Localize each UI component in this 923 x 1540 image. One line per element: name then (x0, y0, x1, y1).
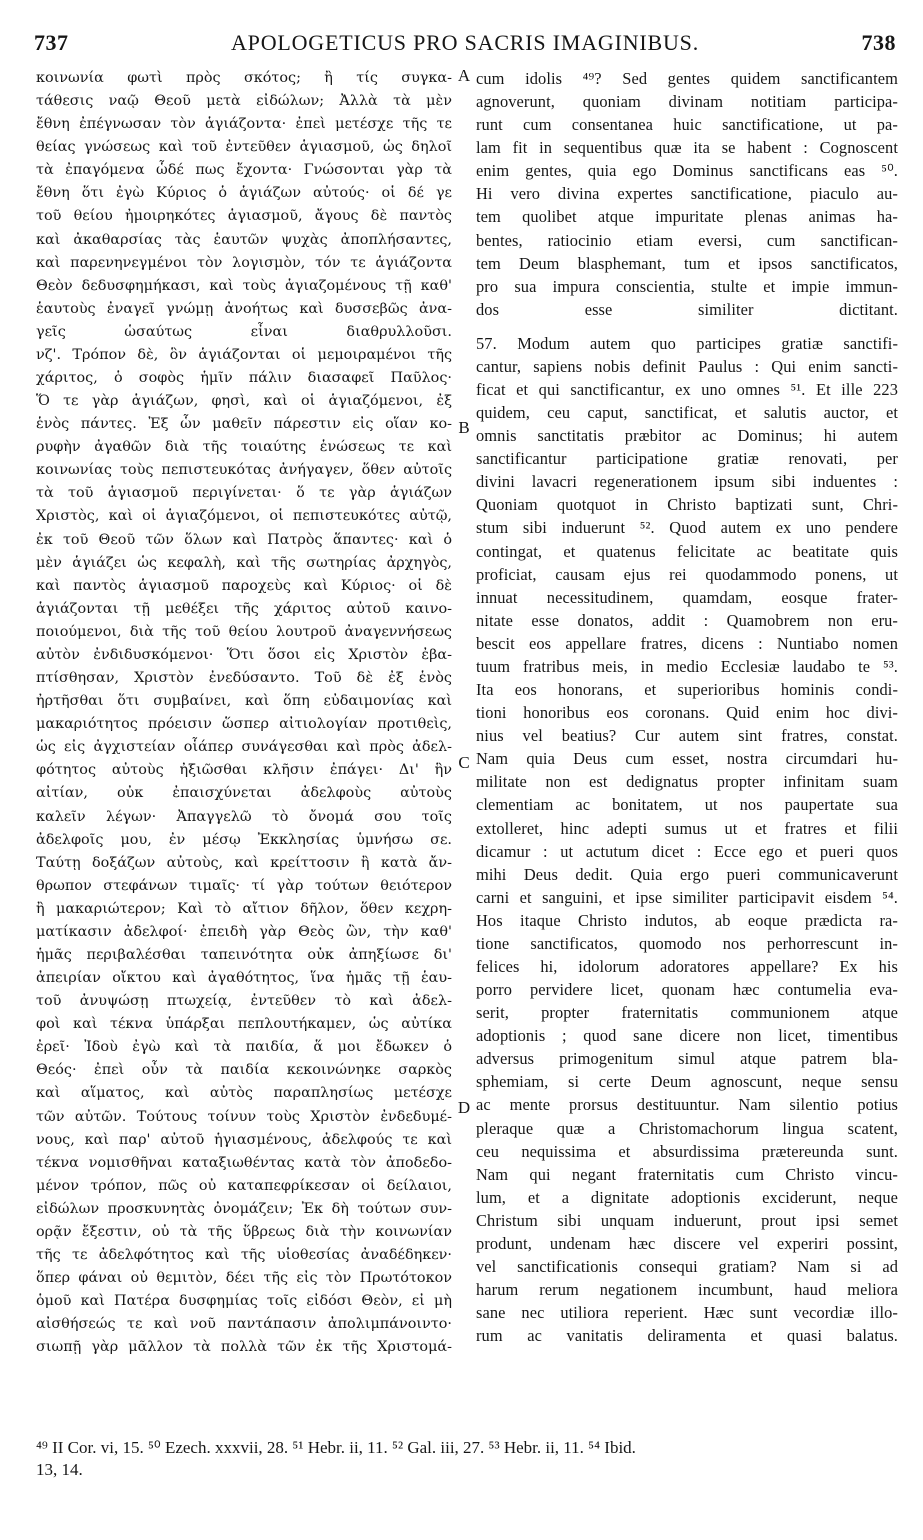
latin-text-line: bentes, ratiocinio etiam eversi, cum sanctifican- (476, 230, 898, 250)
greek-text-line: εἰδώλων προσκυνητὰς ὀνομάζειν; Ἐκ δὴ τούτων συν- (36, 1200, 452, 1217)
greek-text-line: ματίκασιν ἀδελφοί· ἐπειδὴ γὰρ Θεὸς ὢν, τὴν καθ' (36, 923, 452, 940)
greek-text-line: κοινωνία φωτὶ πρὸς σκότος; ἢ τίς συγκα- (36, 70, 452, 86)
greek-text-line: τάθεσις ναῷ Θεοῦ μετὰ εἰδώλων; Ἀλλὰ τὰ μὲν (36, 93, 452, 110)
greek-text-line: Ταύτῃ δοξάζων αὐτοὺς, καὶ κρείττοσιν ἢ κατὰ ἄν- (36, 854, 452, 871)
latin-text-line: Nam quia Deus cum esset, nostra circumdari hu- (476, 749, 898, 769)
greek-text-line: τῶν αὐτῶν. Τούτους τοίνυν τοὺς Χριστὸν ἐνδεδυμέ- (36, 1108, 452, 1125)
latin-text-line: 57. Modum autem quo participes gratiæ sanctifi- (476, 333, 898, 353)
latin-text-line: pleraque quæ a Christomachorum lingua scatent, (476, 1118, 898, 1138)
latin-text-line: Hi vero divina expertes sanctificatione, piaculo au- (476, 184, 898, 204)
latin-text-line: porro pervidere licet, quonam hæc contumelia eva- (476, 980, 898, 1000)
greek-text-line: νζ'. Τρόπον δὲ, ὃν ἁγιάζονται οἱ μεμοιραμένοι τῆς (36, 346, 452, 363)
latin-text-line: dicamur : ut actutum dicet : Ecce ego et pueri quos (476, 841, 898, 861)
margin-marker-c: C (458, 753, 470, 772)
latin-text-line: ac mente prorsus destituuntur. Nam silentio potius (476, 1095, 898, 1115)
latin-text-line: nius vel beatius? Cur autem sint fratres, constat. (476, 726, 898, 746)
latin-text-line: quidem, ceu caput, sanctificat, et salutis auctor, et (476, 403, 898, 423)
greek-text-line: καὶ παρενηνεγμένοι τὸν λογισμὸν, τόν τε ἁγιάζοντα (36, 254, 452, 271)
greek-text-line: ἢ μακαριώτερον; Καὶ τὸ αἴτιον δῆλον, ὅθεν κεχρη- (36, 900, 452, 917)
footnotes (36, 1437, 898, 1481)
latin-text-line: nitate esse donatos, addit : Quamobrem non eru- (476, 610, 898, 630)
latin-text-line: bescit eos appellare fratres, dicens : Nuntiabo nomen (476, 633, 898, 653)
greek-text-line: καὶ αἵματος, καὶ αὐτὸς παραπλησίως μετέσχε (36, 1085, 452, 1102)
greek-text-line: ὅπερ φάναι οὐ θεμιτὸν, δέει τῆς εἰς τὸν Πρωτότοκον (36, 1270, 452, 1287)
greek-text-line: Θεὸν δεδυσφημήκασι, καὶ τοὺς ἁγιαζομένους τῇ καθ' (36, 277, 452, 294)
latin-text-line: tione sanctificatos, quomodo nos perhorrescunt in- (476, 933, 898, 953)
latin-text-line: cum idolis ⁴⁹? Sed gentes quidem sanctificantem (476, 69, 898, 88)
page-header (34, 30, 896, 60)
greek-text-line: τοῦ θείου ἠμοιρηκότες ἁγιασμοῦ, ἄγους δὲ παντὸς (36, 208, 452, 225)
greek-text-line: μακαριότητος πρόεισιν ὥσπερ αἰτιολογίαν προτιθεὶς, (36, 716, 452, 733)
latin-text-line: enim gentes, quia ego Dominus sanctificans eas ⁵⁰. (476, 161, 898, 181)
greek-text-line: νους, καὶ παρ' αὐτοῦ ἡγιασμένους, ἀδελφούς τε καὶ (36, 1131, 452, 1148)
greek-text-line: ἔθνη ὅτι ἐγὼ Κύριος ὁ ἁγιάζων αὐτούς· οἱ δέ γε (36, 185, 452, 202)
latin-text-line: sane nec utiliora reperient. Hæc sunt vecordiæ illo- (476, 1303, 898, 1323)
latin-text-line: sanctificantur participatione gratiæ renovati, per (476, 449, 898, 469)
latin-text-line: extolleret, hinc adepti sumus ut et fratres et filii (476, 818, 898, 838)
latin-text-line: produnt, undenam hæc discere vel experiri possint, (476, 1233, 898, 1253)
latin-text-line: Nam qui negant fraternitatis cum Christo vincu- (476, 1164, 898, 1184)
greek-text-line: καλεῖν λέγων· Ἀπαγγελῶ τὸ ὄνομά σου τοῖς (36, 808, 452, 825)
greek-text-line: τὰ τοῦ ἁγιασμοῦ περιγίνεται· ὅ τε γὰρ ἁγιάζων (36, 485, 452, 502)
greek-text-line: ἐρεῖ· Ἰδοὺ ἐγὼ καὶ τὰ παιδία, ἅ μοι ἔδωκεν ὁ (36, 1039, 452, 1056)
greek-text-line: Χριστὸς, καὶ οἱ ἁγιαζόμενοι, οἱ πεπιστευκότες αὐτῷ, (36, 508, 452, 525)
greek-text-line: αὐτὸν ἐνδιδυσκόμενοι· Ὅτι ὅσοι εἰς Χριστὸν ἐβα- (36, 646, 452, 663)
greek-text-line: καὶ παντὸς ἁγιασμοῦ παροχεὺς καὶ Κύριος· οἱ δὲ (36, 577, 452, 594)
footnote-line: 13, 14. (36, 1460, 83, 1479)
greek-text-line: ἐκ τοῦ Θεοῦ τῶν ὅλων καὶ Πατρὸς ἅπαντες· καὶ ὁ (36, 531, 452, 548)
greek-text-line: ἀδελφοῖς μου, ἐν μέσῳ Ἐκκλησίας ὑμνήσω σε. (36, 831, 452, 848)
greek-text-line: τοῦ ἀνυψώσῃ πτωχείᾳ, ἐντεῦθεν τὸ καὶ ἀδελ- (36, 993, 452, 1010)
paragraph-gap (476, 321, 898, 332)
page-number-left: 737 (34, 30, 69, 55)
margin-marker-a: A (457, 66, 471, 85)
greek-text-line: φότητος αὐτοὺς ἠξιῶσθαι κλῆσιν ἐπάγει· Δι' ἣν (36, 762, 452, 779)
latin-text-line: adversus primogenitum simul atque patrem bla- (476, 1049, 898, 1069)
greek-text-line: αἰσθήσεώς τε καὶ νοῦ παντάπασιν ἀπολιμπάνοιντο· (36, 1316, 452, 1333)
greek-text-line: Θεός· ἐπεὶ οὖν τὰ παιδία κεκοινώνηκε σαρκὸς (36, 1062, 452, 1079)
latin-text-line: adoptionis ; quod sane dicere non licet, timentibus (476, 1026, 898, 1046)
latin-text-line: militate non est dedignatus propter infinitam suam (476, 772, 898, 792)
greek-text-line: χάριτος, ὁ σοφὸς ἡμῖν πάλιν διασαφεῖ Παῦλος· (36, 370, 452, 387)
latin-text-line: tem Deum blasphemant, tum et ipsos sanctificatos, (476, 253, 898, 273)
greek-text-line: θείας γνώσεως καὶ τοῦ ἐντεῦθεν ἁγιασμοῦ, ὡς δηλοῖ (36, 139, 452, 156)
greek-text-line: Ὅ τε γὰρ ἁγιάζων, φησὶ, καὶ οἱ ἁγιαζόμενοι, ἐξ (36, 393, 452, 410)
latin-text-line: runt cum consentanea huic sanctificatione, ut pa- (476, 115, 898, 135)
latin-text-line: lum, et a dignitate adoptionis exciderunt, neque (476, 1187, 898, 1207)
greek-text-line: ἡμᾶς περιβαλέσθαι ταπεινότητα οὐκ ἀπηξίωσε δι' (36, 946, 452, 963)
greek-text-line: κοινωνίας τοὺς πεπιστευκότας ἀνήγαγεν, ὅθεν αὐτοῖς (36, 462, 452, 479)
greek-text-line: τῆς τε ἀδελφότητος καὶ τῆς υἱοθεσίας ἀναδέδηκεν· (36, 1246, 452, 1263)
greek-text-line: τὰ ἐπαγόμενα ὧδέ πως ἔχοντα· Γνώσονται γὰρ τὰ (36, 162, 452, 179)
latin-text-line: serit, propter fraternitatis communionem atque (476, 1003, 898, 1023)
greek-text-line: ἠρτῆσθαι ὅτι συμβαίνει, καὶ ὅπη εὐδαιμονίας καὶ (36, 693, 452, 710)
greek-text-line: ἑαυτοὺς ἐναγεῖ γνώμῃ ἀνοήτως καὶ δυσσεβῶς ἀνα- (36, 300, 452, 317)
running-title: APOLOGETICUS PRO SACRIS IMAGINIBUS. (230, 30, 700, 55)
greek-text-line: μὲν ἁγιάζει ὡς κεφαλὴ, καὶ τῆς σωτηρίας ἀρχηγὸς, (36, 554, 452, 571)
greek-text-line: τέκνα νομισθῆναι καταξιωθέντας κατὰ τὸν ἀποδεδο- (36, 1154, 452, 1171)
page-number-right: 738 (861, 30, 896, 55)
greek-text-line: θρωπον στεφάνων τιμαῖς· τί γὰρ τούτων θειότερον (36, 877, 452, 894)
greek-text-line: ρυφὴν ἀγαθῶν διὰ τῆς τοιαύτης ἑνώσεως τε καὶ (36, 439, 452, 456)
latin-text-line: vel sanctificationis consequi gratiam? Nam si ad (476, 1256, 898, 1276)
latin-text-line: Quoniam quotquot in Christo baptizati sunt, Chri- (476, 495, 898, 515)
margin-marker-d: D (457, 1098, 471, 1117)
latin-text-line: innuat necessitudinem, quamdam, eosque frater- (476, 587, 898, 607)
latin-text-line: rum ac vanitatis deliramenta et quasi balatus. (476, 1326, 898, 1346)
latin-text-line: Hos itaque Christo indutos, ab eoque prædicta ra- (476, 910, 898, 930)
greek-text-line: αἰτίαν, οὐκ ἐπαισχύνεται ἀδελφοὺς αὐτοὺς (36, 785, 452, 802)
latin-text-line: stum sibi induerunt ⁵². Quod autem ex uno pendere (476, 518, 898, 538)
latin-text-line: Ita eos honorans, et superioribus hominis condi- (476, 680, 898, 700)
latin-text-line: lam fit in sequentibus quæ ita se habent : Cognoscent (476, 138, 898, 158)
greek-text-line: ὁμοῦ καὶ Πατέρα δυσφημίας τοῖς εἰδόσι Θεὸν, εἰ μὴ (36, 1293, 452, 1310)
latin-text-line: clementiam ac bonitatem, ut nos paupertate sua (476, 795, 898, 815)
greek-text-line: μένον τρόπον, πῶς οὐ καταπεφρίκεσαν οἱ δείλαιοι, (36, 1177, 452, 1194)
greek-text-line: ποιούμενοι, διὰ τῆς τοῦ θείου λουτροῦ ἀναγεννήσεως (36, 623, 452, 640)
greek-text-line: ἀπειρίαν οἴκτου καὶ ἀγαθότητος, ἵνα ἡμᾶς τῇ ἑαυ- (36, 970, 452, 987)
greek-text-line: καὶ ἀκαθαρσίας τὰς ἑαυτῶν ψυχὰς ἀποπλήσαντες, (36, 231, 452, 248)
margin-marker-b: B (458, 418, 470, 437)
latin-text-line: tem quolibet atque impuritate plenas animas ha- (476, 207, 898, 227)
latin-text-line: omnis sanctitatis præbitor ac Dominus; hi autem (476, 426, 898, 446)
latin-text-line: pro sua impura conscientia, stulte et impie immun- (476, 276, 898, 296)
latin-text-line: sphemiam, si certe Deum agnoscunt, neque sensu (476, 1072, 898, 1092)
greek-text-line: ἔθνη ἐπέγνωσαν τὸν ἁγιάζοντα· ἐπεὶ μετέσχε τῆς τε (36, 116, 452, 133)
latin-text-line: tuum fratribus meis, in medio Ecclesiæ laudabo te ⁵³. (476, 656, 898, 676)
latin-text-line: proficiat, causam ejus rei quodammodo ponens, ut (476, 564, 898, 584)
latin-text-line: agnoverunt, quoniam divinam notitiam participa- (476, 92, 898, 112)
greek-text-line: φοὶ καὶ τέκνα ὑπάρξαι πεπλουτήκαμεν, ὡς αὐτίκα (36, 1016, 452, 1033)
greek-text-line: ὡς εἰς ἀγχιστείαν οἷάπερ συνάγεσθαι καὶ πρὸς ἀδελ- (36, 739, 452, 756)
greek-text-column (36, 67, 452, 1359)
greek-text-line: γεῖς ὡσαύτως εἶναι διαθρυλλοῦσι. (36, 323, 452, 340)
latin-text-line: ceu nequissima et absurdissima prætereunda sunt. (476, 1141, 898, 1161)
greek-text-line: σιωπῇ γὰρ μᾶλλον τὰ πολλὰ τῶν ἐκ τῆς Χριστομά- (36, 1339, 452, 1356)
latin-text-line: divini lavacri regenerationem ipsum sibi induentes : (476, 472, 898, 492)
latin-text-line: harum rerum negationem incumbunt, haud meliora (476, 1280, 898, 1300)
latin-text-column (476, 67, 898, 1347)
latin-text-line: carni et sanguini, et ipse similiter participavit eisdem ⁵⁴. (476, 887, 898, 907)
latin-text-line: contingat, et quatenus felicitate ac beatitate quis (476, 541, 898, 561)
greek-text-line: ἁγιάζονται τῇ μεθέξει τῆς χάριτος αὐτοῦ καινο- (36, 600, 452, 617)
greek-text-line: πτίσθησαν, Χριστὸν ἐνεδύσαντο. Τοῦ δὲ ἐξ ἑνὸς (36, 670, 452, 687)
greek-text-line: ἑνὸς πάντες. Ἐξ ὧν μαθεῖν πάρεστιν εἰς οἵαν κο- (36, 416, 452, 433)
greek-text-line: ορᾷν ἔξεστιν, οὐ τὰ τῆς ὕβρεως διὰ τὴν κοινωνίαν (36, 1223, 452, 1240)
latin-text-line: Christum sibi unquam induerunt, prout ipsi semet (476, 1210, 898, 1230)
latin-text-line: felices hi, idolorum adoratores appellare? Ex his (476, 956, 898, 976)
latin-text-line: cantur, sapiens nobis definit Paulus : Qui enim sancti- (476, 356, 898, 376)
latin-text-line: mihi Deus dedit. Quia ergo pueri communicaverunt (476, 864, 898, 884)
footnote-line: ⁴⁹ II Cor. vi, 15. ⁵⁰ Ezech. xxxvii, 28. ⁵¹ Hebr. ii, 11. ⁵² Gal. iii, 27. ⁵³ Hebr. ii, 11. ⁵⁴ Ibid. (36, 1438, 636, 1457)
latin-text-line: tioni honoribus eos coronans. Quid enim hoc divi- (476, 703, 898, 723)
latin-text-line: dos esse similiter dictitant. (476, 299, 898, 319)
latin-text-line: ficat et qui sanctificantur, ex uno omnes ⁵¹. Et ille 223 (476, 380, 898, 400)
